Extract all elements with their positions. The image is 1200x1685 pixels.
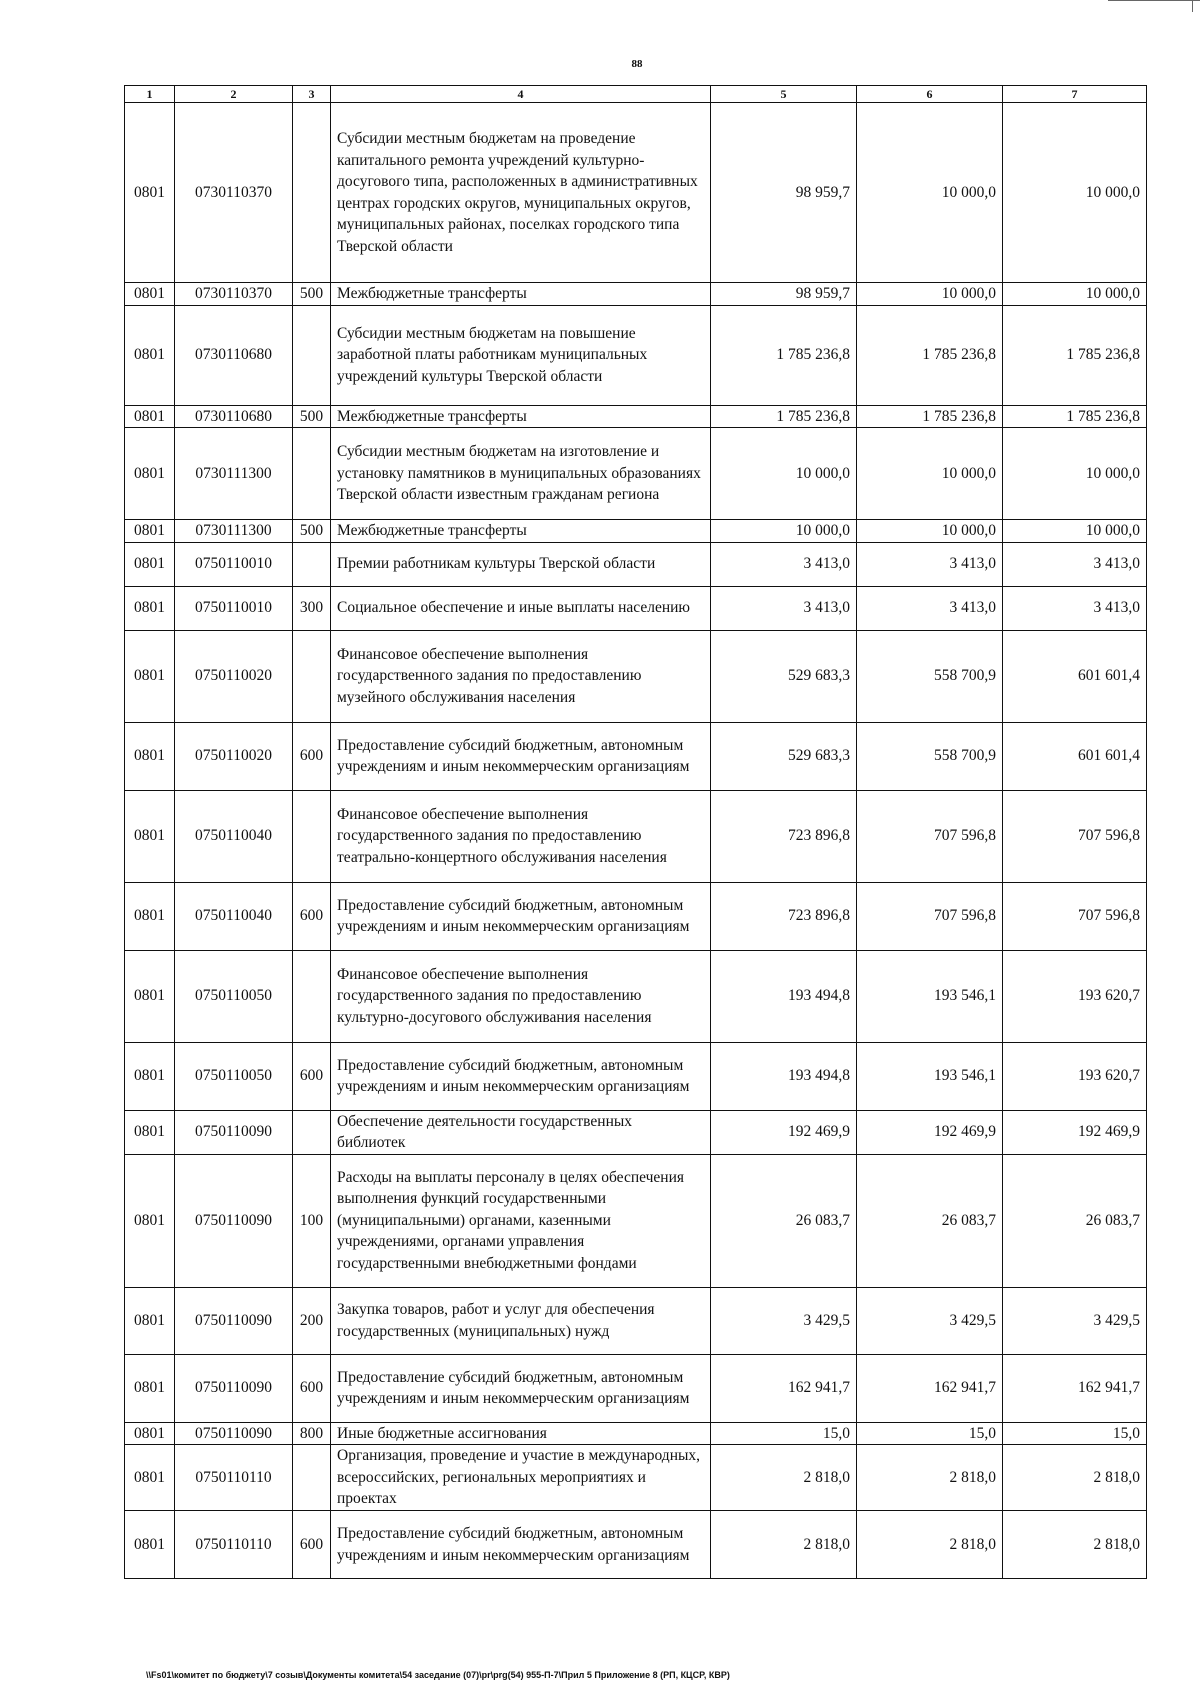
section-code: 0801 xyxy=(125,305,175,405)
amount-col-5: 193 494,8 xyxy=(711,1042,857,1110)
column-header: 6 xyxy=(857,86,1003,103)
amount-col-5: 3 413,0 xyxy=(711,586,857,630)
expense-type-code: 500 xyxy=(293,405,331,428)
item-name: Межбюджетные трансферты xyxy=(331,405,711,428)
target-article-code: 0750110040 xyxy=(175,790,293,882)
column-header: 1 xyxy=(125,86,175,103)
column-number-row xyxy=(125,86,1147,103)
amount-col-7: 10 000,0 xyxy=(1003,103,1147,283)
item-name: Закупка товаров, работ и услуг для обеспечения государственных (муниципальных) нужд xyxy=(331,1287,711,1354)
target-article-code: 0750110090 xyxy=(175,1422,293,1445)
amount-col-6: 10 000,0 xyxy=(857,428,1003,520)
item-name: Финансовое обеспечение выполнения государственного задания по предоставлению театрально-концертного обслуживания населения xyxy=(331,790,711,882)
amount-col-6: 558 700,9 xyxy=(857,722,1003,790)
amount-col-5: 10 000,0 xyxy=(711,520,857,543)
item-name: Субсидии местным бюджетам на проведение капитального ремонта учреждений культурно-досугового типа, расположенных в административных центрах городских округов, муниципальных округов, муниципальных районах, поселках городского типа Тверской области xyxy=(331,103,711,283)
amount-col-5: 723 896,8 xyxy=(711,790,857,882)
table-row xyxy=(125,586,1147,630)
expense-type-code xyxy=(293,305,331,405)
item-name: Социальное обеспечение и иные выплаты населению xyxy=(331,586,711,630)
expense-type-code: 600 xyxy=(293,722,331,790)
amount-col-5: 2 818,0 xyxy=(711,1511,857,1579)
amount-col-6: 1 785 236,8 xyxy=(857,405,1003,428)
target-article-code: 0750110010 xyxy=(175,586,293,630)
amount-col-7: 162 941,7 xyxy=(1003,1354,1147,1422)
amount-col-7: 601 601,4 xyxy=(1003,722,1147,790)
amount-col-5: 26 083,7 xyxy=(711,1154,857,1287)
amount-col-6: 192 469,9 xyxy=(857,1110,1003,1154)
section-code: 0801 xyxy=(125,542,175,586)
section-code: 0801 xyxy=(125,1287,175,1354)
amount-col-6: 193 546,1 xyxy=(857,950,1003,1042)
amount-col-5: 15,0 xyxy=(711,1422,857,1445)
expense-type-code xyxy=(293,630,331,722)
amount-col-6: 3 413,0 xyxy=(857,542,1003,586)
amount-col-7: 707 596,8 xyxy=(1003,882,1147,950)
amount-col-7: 15,0 xyxy=(1003,1422,1147,1445)
amount-col-7: 193 620,7 xyxy=(1003,950,1147,1042)
amount-col-6: 707 596,8 xyxy=(857,790,1003,882)
section-code: 0801 xyxy=(125,428,175,520)
amount-col-7: 3 429,5 xyxy=(1003,1287,1147,1354)
table-row xyxy=(125,520,1147,543)
section-code: 0801 xyxy=(125,283,175,306)
amount-col-7: 3 413,0 xyxy=(1003,542,1147,586)
expense-type-code: 500 xyxy=(293,520,331,543)
amount-col-5: 98 959,7 xyxy=(711,283,857,306)
section-code: 0801 xyxy=(125,1042,175,1110)
section-code: 0801 xyxy=(125,405,175,428)
amount-col-7: 192 469,9 xyxy=(1003,1110,1147,1154)
expense-type-code xyxy=(293,542,331,586)
item-name: Предоставление субсидий бюджетным, автономным учреждениям и иным некоммерческим организациям xyxy=(331,1354,711,1422)
amount-col-6: 707 596,8 xyxy=(857,882,1003,950)
table-row xyxy=(125,1422,1147,1445)
amount-col-6: 26 083,7 xyxy=(857,1154,1003,1287)
target-article-code: 0750110020 xyxy=(175,722,293,790)
amount-col-5: 192 469,9 xyxy=(711,1110,857,1154)
amount-col-7: 10 000,0 xyxy=(1003,428,1147,520)
amount-col-7: 26 083,7 xyxy=(1003,1154,1147,1287)
expense-type-code xyxy=(293,950,331,1042)
section-code: 0801 xyxy=(125,1511,175,1579)
table-row xyxy=(125,1445,1147,1511)
section-code: 0801 xyxy=(125,882,175,950)
amount-col-5: 3 429,5 xyxy=(711,1287,857,1354)
section-code: 0801 xyxy=(125,790,175,882)
column-header: 2 xyxy=(175,86,293,103)
amount-col-6: 558 700,9 xyxy=(857,630,1003,722)
amount-col-7: 707 596,8 xyxy=(1003,790,1147,882)
column-header: 7 xyxy=(1003,86,1147,103)
expense-type-code: 600 xyxy=(293,882,331,950)
target-article-code: 0750110010 xyxy=(175,542,293,586)
target-article-code: 0730110680 xyxy=(175,405,293,428)
target-article-code: 0750110040 xyxy=(175,882,293,950)
scan-border-mark xyxy=(1192,0,1193,12)
amount-col-6: 162 941,7 xyxy=(857,1354,1003,1422)
table-row xyxy=(125,103,1147,283)
expense-type-code: 600 xyxy=(293,1511,331,1579)
item-name: Премии работникам культуры Тверской области xyxy=(331,542,711,586)
table-row xyxy=(125,1287,1147,1354)
file-path-footer: \\Fs01\комитет по бюджету\7 созыв\Документы комитета\54 заседание (07)\pr\prg(54) 955-П-7\Прил 5 Приложение 8 (РП, КЦСР, КВР) xyxy=(146,1670,730,1680)
target-article-code: 0730111300 xyxy=(175,428,293,520)
table-row xyxy=(125,542,1147,586)
section-code: 0801 xyxy=(125,950,175,1042)
table-row xyxy=(125,1511,1147,1579)
section-code: 0801 xyxy=(125,586,175,630)
item-name: Предоставление субсидий бюджетным, автономным учреждениям и иным некоммерческим организациям xyxy=(331,1042,711,1110)
table-row xyxy=(125,882,1147,950)
amount-col-5: 98 959,7 xyxy=(711,103,857,283)
item-name: Организация, проведение и участие в международных, всероссийских, региональных мероприятиях и проектах xyxy=(331,1445,711,1511)
amount-col-5: 3 413,0 xyxy=(711,542,857,586)
target-article-code: 0750110090 xyxy=(175,1110,293,1154)
amount-col-5: 2 818,0 xyxy=(711,1445,857,1511)
amount-col-6: 10 000,0 xyxy=(857,103,1003,283)
table-row xyxy=(125,950,1147,1042)
target-article-code: 0750110050 xyxy=(175,1042,293,1110)
section-code: 0801 xyxy=(125,722,175,790)
amount-col-5: 1 785 236,8 xyxy=(711,405,857,428)
target-article-code: 0750110020 xyxy=(175,630,293,722)
target-article-code: 0750110090 xyxy=(175,1154,293,1287)
amount-col-6: 1 785 236,8 xyxy=(857,305,1003,405)
section-code: 0801 xyxy=(125,1354,175,1422)
amount-col-6: 3 413,0 xyxy=(857,586,1003,630)
scan-border-mark xyxy=(1108,0,1200,1)
table-row xyxy=(125,790,1147,882)
amount-col-7: 10 000,0 xyxy=(1003,283,1147,306)
amount-col-7: 2 818,0 xyxy=(1003,1445,1147,1511)
amount-col-5: 10 000,0 xyxy=(711,428,857,520)
table-row xyxy=(125,428,1147,520)
section-code: 0801 xyxy=(125,103,175,283)
table-row xyxy=(125,405,1147,428)
expense-type-code xyxy=(293,1110,331,1154)
page-number: 88 xyxy=(631,58,643,70)
item-name: Субсидии местным бюджетам на повышение заработной платы работникам муниципальных учреждений культуры Тверской области xyxy=(331,305,711,405)
item-name: Предоставление субсидий бюджетным, автономным учреждениям и иным некоммерческим организациям xyxy=(331,722,711,790)
amount-col-5: 1 785 236,8 xyxy=(711,305,857,405)
budget-table xyxy=(124,85,1147,1579)
amount-col-5: 529 683,3 xyxy=(711,722,857,790)
column-header: 4 xyxy=(331,86,711,103)
section-code: 0801 xyxy=(125,1445,175,1511)
amount-col-6: 10 000,0 xyxy=(857,283,1003,306)
expense-type-code: 100 xyxy=(293,1154,331,1287)
section-code: 0801 xyxy=(125,630,175,722)
target-article-code: 0750110110 xyxy=(175,1511,293,1579)
item-name: Субсидии местным бюджетам на изготовление и установку памятников в муниципальных образованиях Тверской области известным гражданам региона xyxy=(331,428,711,520)
section-code: 0801 xyxy=(125,1422,175,1445)
target-article-code: 0730110370 xyxy=(175,283,293,306)
expense-type-code xyxy=(293,1445,331,1511)
amount-col-7: 2 818,0 xyxy=(1003,1511,1147,1579)
table-row xyxy=(125,283,1147,306)
amount-col-5: 723 896,8 xyxy=(711,882,857,950)
target-article-code: 0730111300 xyxy=(175,520,293,543)
amount-col-5: 529 683,3 xyxy=(711,630,857,722)
column-header: 5 xyxy=(711,86,857,103)
table-row xyxy=(125,722,1147,790)
item-name: Финансовое обеспечение выполнения государственного задания по предоставлению музейного обслуживания населения xyxy=(331,630,711,722)
expense-type-code: 500 xyxy=(293,283,331,306)
table-row xyxy=(125,1154,1147,1287)
section-code: 0801 xyxy=(125,1154,175,1287)
target-article-code: 0750110110 xyxy=(175,1445,293,1511)
column-header: 3 xyxy=(293,86,331,103)
amount-col-7: 1 785 236,8 xyxy=(1003,405,1147,428)
item-name: Межбюджетные трансферты xyxy=(331,283,711,306)
item-name: Межбюджетные трансферты xyxy=(331,520,711,543)
table-body xyxy=(125,103,1147,1579)
item-name: Расходы на выплаты персоналу в целях обеспечения выполнения функций государственными (муниципальными) органами, казенными учреждениями, органами управления государственными внебюджетными фондами xyxy=(331,1154,711,1287)
target-article-code: 0750110090 xyxy=(175,1287,293,1354)
item-name: Предоставление субсидий бюджетным, автономным учреждениям и иным некоммерческим организациям xyxy=(331,882,711,950)
amount-col-6: 2 818,0 xyxy=(857,1511,1003,1579)
item-name: Иные бюджетные ассигнования xyxy=(331,1422,711,1445)
expense-type-code: 600 xyxy=(293,1042,331,1110)
amount-col-7: 193 620,7 xyxy=(1003,1042,1147,1110)
target-article-code: 0730110370 xyxy=(175,103,293,283)
target-article-code: 0750110050 xyxy=(175,950,293,1042)
expense-type-code: 800 xyxy=(293,1422,331,1445)
item-name: Финансовое обеспечение выполнения государственного задания по предоставлению культурно-досугового обслуживания населения xyxy=(331,950,711,1042)
amount-col-6: 3 429,5 xyxy=(857,1287,1003,1354)
amount-col-7: 601 601,4 xyxy=(1003,630,1147,722)
amount-col-5: 193 494,8 xyxy=(711,950,857,1042)
item-name: Обеспечение деятельности государственных библиотек xyxy=(331,1110,711,1154)
table-row xyxy=(125,305,1147,405)
amount-col-6: 193 546,1 xyxy=(857,1042,1003,1110)
expense-type-code xyxy=(293,103,331,283)
table-row xyxy=(125,1110,1147,1154)
amount-col-5: 162 941,7 xyxy=(711,1354,857,1422)
target-article-code: 0730110680 xyxy=(175,305,293,405)
target-article-code: 0750110090 xyxy=(175,1354,293,1422)
expense-type-code xyxy=(293,428,331,520)
table-row xyxy=(125,1042,1147,1110)
amount-col-7: 10 000,0 xyxy=(1003,520,1147,543)
table-row xyxy=(125,1354,1147,1422)
section-code: 0801 xyxy=(125,520,175,543)
expense-type-code: 300 xyxy=(293,586,331,630)
item-name: Предоставление субсидий бюджетным, автономным учреждениям и иным некоммерческим организациям xyxy=(331,1511,711,1579)
amount-col-6: 10 000,0 xyxy=(857,520,1003,543)
expense-type-code xyxy=(293,790,331,882)
amount-col-6: 15,0 xyxy=(857,1422,1003,1445)
amount-col-7: 3 413,0 xyxy=(1003,586,1147,630)
expense-type-code: 200 xyxy=(293,1287,331,1354)
amount-col-7: 1 785 236,8 xyxy=(1003,305,1147,405)
expense-type-code: 600 xyxy=(293,1354,331,1422)
section-code: 0801 xyxy=(125,1110,175,1154)
table-row xyxy=(125,630,1147,722)
amount-col-6: 2 818,0 xyxy=(857,1445,1003,1511)
